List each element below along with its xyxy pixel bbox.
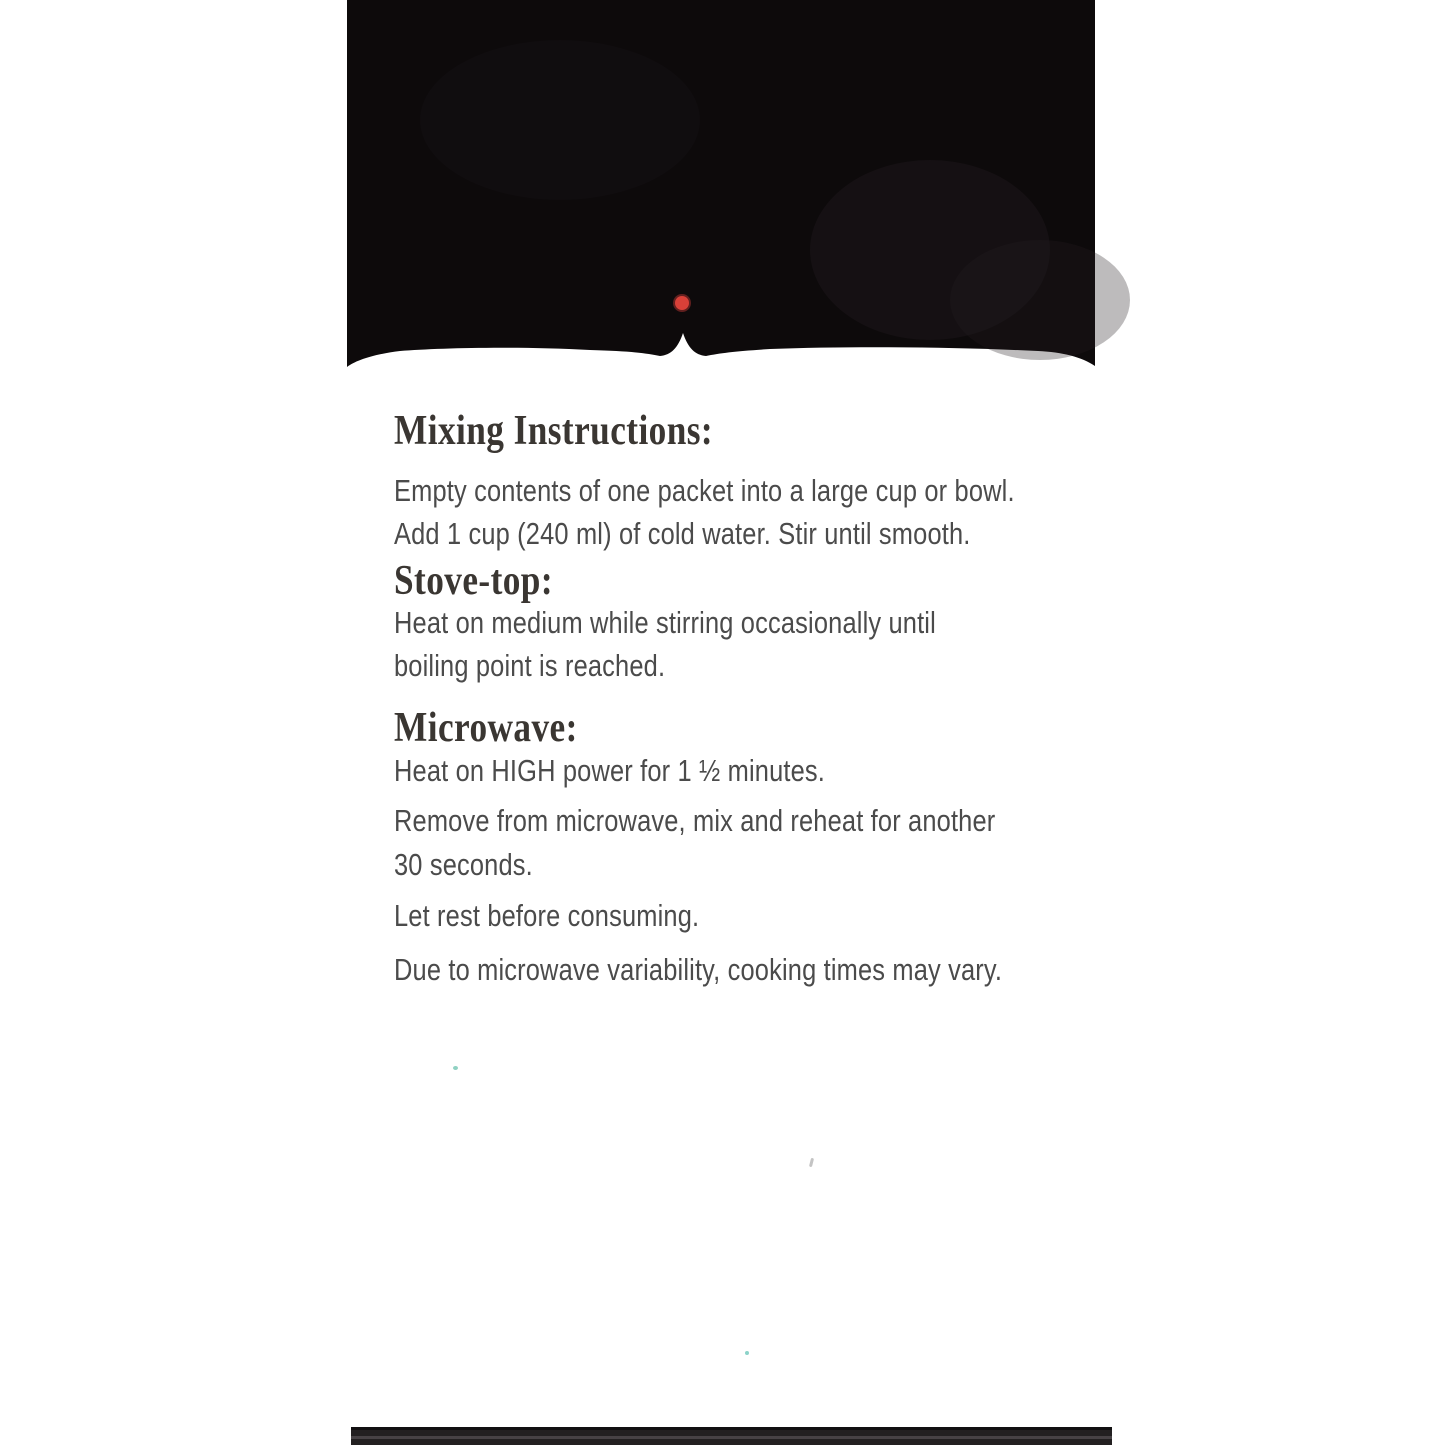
scan-speck (453, 1066, 458, 1070)
stove-top-heading: Stove-top: (394, 558, 554, 604)
stove-top-line-2: boiling point is reached. (394, 648, 666, 683)
variability-note: Due to microwave variability, cooking times may vary. (394, 952, 1003, 987)
mixing-line-2: Add 1 cup (240 ml) of cold water. Stir until smooth. (394, 516, 971, 551)
microwave-heading: Microwave: (394, 705, 578, 751)
microwave-line-2: Remove from microwave, mix and reheat for another (394, 803, 996, 838)
stove-top-line-1: Heat on medium while stirring occasionally until (394, 605, 936, 640)
microwave-line-3: 30 seconds. (394, 847, 533, 882)
scan-speck (745, 1351, 749, 1355)
bottom-band-highlight (351, 1436, 1112, 1439)
mixing-line-1: Empty contents of one packet into a large cup or bowl. (394, 473, 1015, 508)
mixing-instructions-heading: Mixing Instructions: (394, 408, 714, 454)
red-dot-core (675, 296, 689, 310)
bottom-band-top-edge (351, 1427, 1112, 1430)
rest-note: Let rest before consuming. (394, 898, 700, 933)
microwave-line-1: Heat on HIGH power for 1 ½ minutes. (394, 753, 826, 788)
